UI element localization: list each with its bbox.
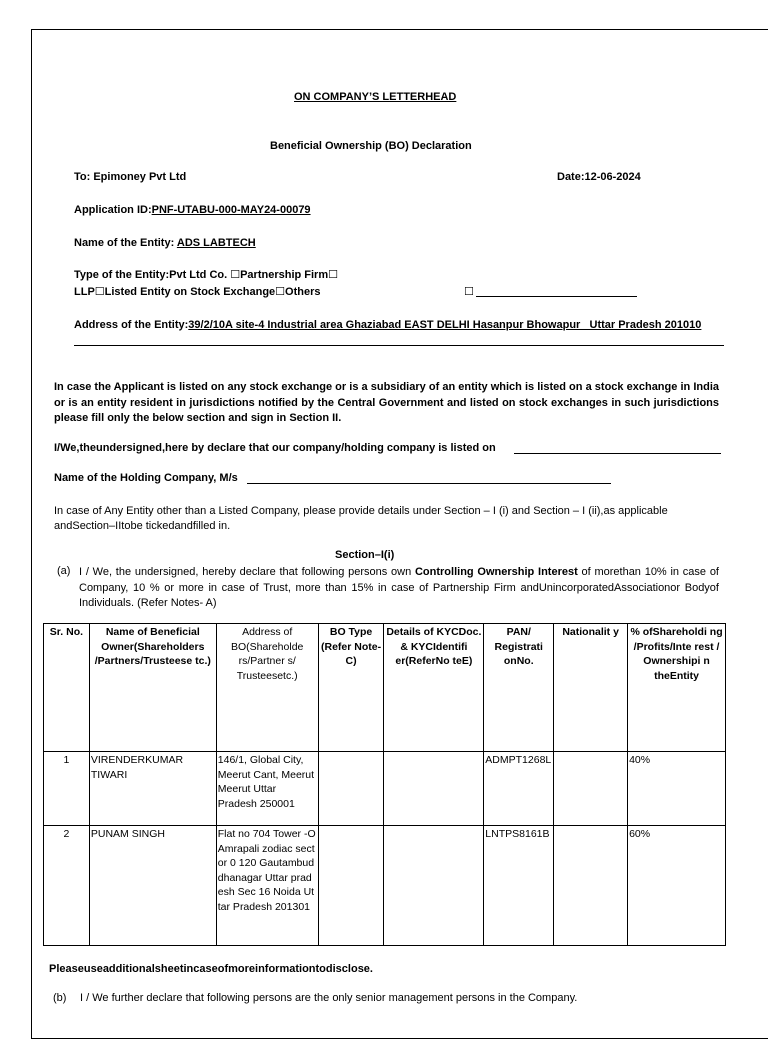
header-pan: PAN/ Registrati onNo. <box>484 624 554 752</box>
cell-kyc <box>384 826 484 946</box>
letterhead-note: ON COMPANY’S LETTERHEAD <box>294 91 457 103</box>
table-header-row <box>44 624 726 752</box>
entity-name-label: Name of the Entity: <box>74 237 177 249</box>
cell-pan: LNTPS8161B <box>484 826 554 946</box>
listed-entity-instructions: In case the Applicant is listed on any stock exchange or is a subsidiary of an entity which is listed on a stock exchange in India or is an entity resident in jurisdictions notified by the Central Government and listed on stock exchanges in such jurisdictions please fill only the below section and sign in Section II. <box>54 381 719 424</box>
cell-sr: 1 <box>44 752 90 826</box>
declaration-date: Date:12-06-2024 <box>557 171 641 183</box>
header-percent: % ofShareholdi ng /Profits/Inte rest / Ownershipi n theEntity <box>628 624 726 752</box>
clause-a-pre: I / We, the undersigned, hereby declare that following persons own <box>79 566 415 578</box>
cell-nationality <box>554 826 628 946</box>
table-row <box>44 826 726 946</box>
other-entity-instructions-2: andSection–IItobe tickedandfilled in. <box>54 520 231 532</box>
clause-a-post: of morethan 10% in case of Company, 10 % or more in case of Trust, more than 15% in case of Partnership Firm andUnincorporatedAssociationor Bodyof Individuals. (Refer Notes- A) <box>79 566 719 609</box>
cell-bo-type <box>318 826 384 946</box>
page-title: Beneficial Ownership (BO) Declaration <box>270 140 472 152</box>
others-blank-line <box>476 296 637 297</box>
clause-b-text: I / We further declare that following persons are the only senior management persons in the Company. <box>80 992 578 1004</box>
section-heading: Section–I(i) <box>335 549 395 561</box>
stock-exchange-blank <box>514 453 721 454</box>
address-divider <box>74 345 724 346</box>
additional-sheet-note: Pleaseuseadditionalsheetincaseofmoreinformationtodisclose. <box>49 963 373 975</box>
header-kyc: Details of KYCDoc. & KYCIdentifi er(ReferNo teE) <box>384 624 484 752</box>
cell-pan: ADMPT1268L <box>484 752 554 826</box>
to-recipient: To: Epimoney Pvt Ltd <box>74 171 187 183</box>
header-bo-type: BO Type (Refer Note- C) <box>318 624 384 752</box>
cell-address: Flat no 704 Tower -O Amrapali zodiac sector 0 120 Gautambuddhanagar Uttar pradesh Sec 16 Noida Uttar Pradesh 201301 <box>216 826 318 946</box>
cell-bo-type <box>318 752 384 826</box>
other-entity-instructions-1: In case of Any Entity other than a Listed Company, please provide details under Section – I (i) and Section – I (ii),as applicable <box>54 505 668 517</box>
beneficial-owner-table <box>43 623 726 946</box>
clause-a-marker: (a) <box>57 565 71 577</box>
header-owner-name: Name of Beneficial Owner(Shareholders /Partners/Trusteese tc.) <box>89 624 216 752</box>
cell-percent: 60% <box>628 826 726 946</box>
cell-name: PUNAM SINGH <box>89 826 216 946</box>
holding-company-blank <box>247 483 611 484</box>
others-checkbox[interactable]: ☐ <box>464 286 474 298</box>
application-id-label: Application ID: <box>74 204 152 216</box>
cell-percent: 40% <box>628 752 726 826</box>
header-address: Address of BO(Shareholde rs/Partner s/ Trusteesetc.) <box>216 624 318 752</box>
application-id-value: PNF-UTABU-000-MAY24-00079 <box>151 204 311 216</box>
cell-sr: 2 <box>44 826 90 946</box>
entity-address-label: Address of the Entity: <box>74 319 189 331</box>
header-sr-no: Sr. No. <box>44 624 90 752</box>
entity-type-line-1: Type of the Entity:Pvt Ltd Co. ☐Partnership Firm☐ <box>74 269 338 281</box>
entity-address <box>74 319 701 331</box>
table-row <box>44 752 726 826</box>
holding-company-label: Name of the Holding Company, M/s <box>54 472 238 484</box>
clause-a-text <box>79 565 719 612</box>
entity-address-value: 39/2/10A site-4 Industrial area Ghaziabad EAST DELHI Hasanpur Bhowapur Uttar Pradesh 201010 <box>188 319 702 331</box>
entity-type-line-2: LLP☐Listed Entity on Stock Exchange☐Others <box>74 286 321 298</box>
entity-name-value: ADS LABTECH <box>176 237 256 249</box>
listed-declaration: I/We,theundersigned,here by declare that our company/holding company is listed on <box>54 442 496 454</box>
cell-name: VIRENDERKUMAR TIWARI <box>89 752 216 826</box>
clause-a-bold: Controlling Ownership Interest <box>414 566 578 578</box>
cell-address: 146/1, Global City, Meerut Cant, Meerut Meerut Uttar Pradesh 250001 <box>216 752 318 826</box>
clause-b-marker: (b) <box>53 992 67 1004</box>
application-id <box>74 204 311 216</box>
cell-nationality <box>554 752 628 826</box>
entity-name <box>74 237 256 249</box>
header-nationality: Nationalit y <box>554 624 628 752</box>
cell-kyc <box>384 752 484 826</box>
